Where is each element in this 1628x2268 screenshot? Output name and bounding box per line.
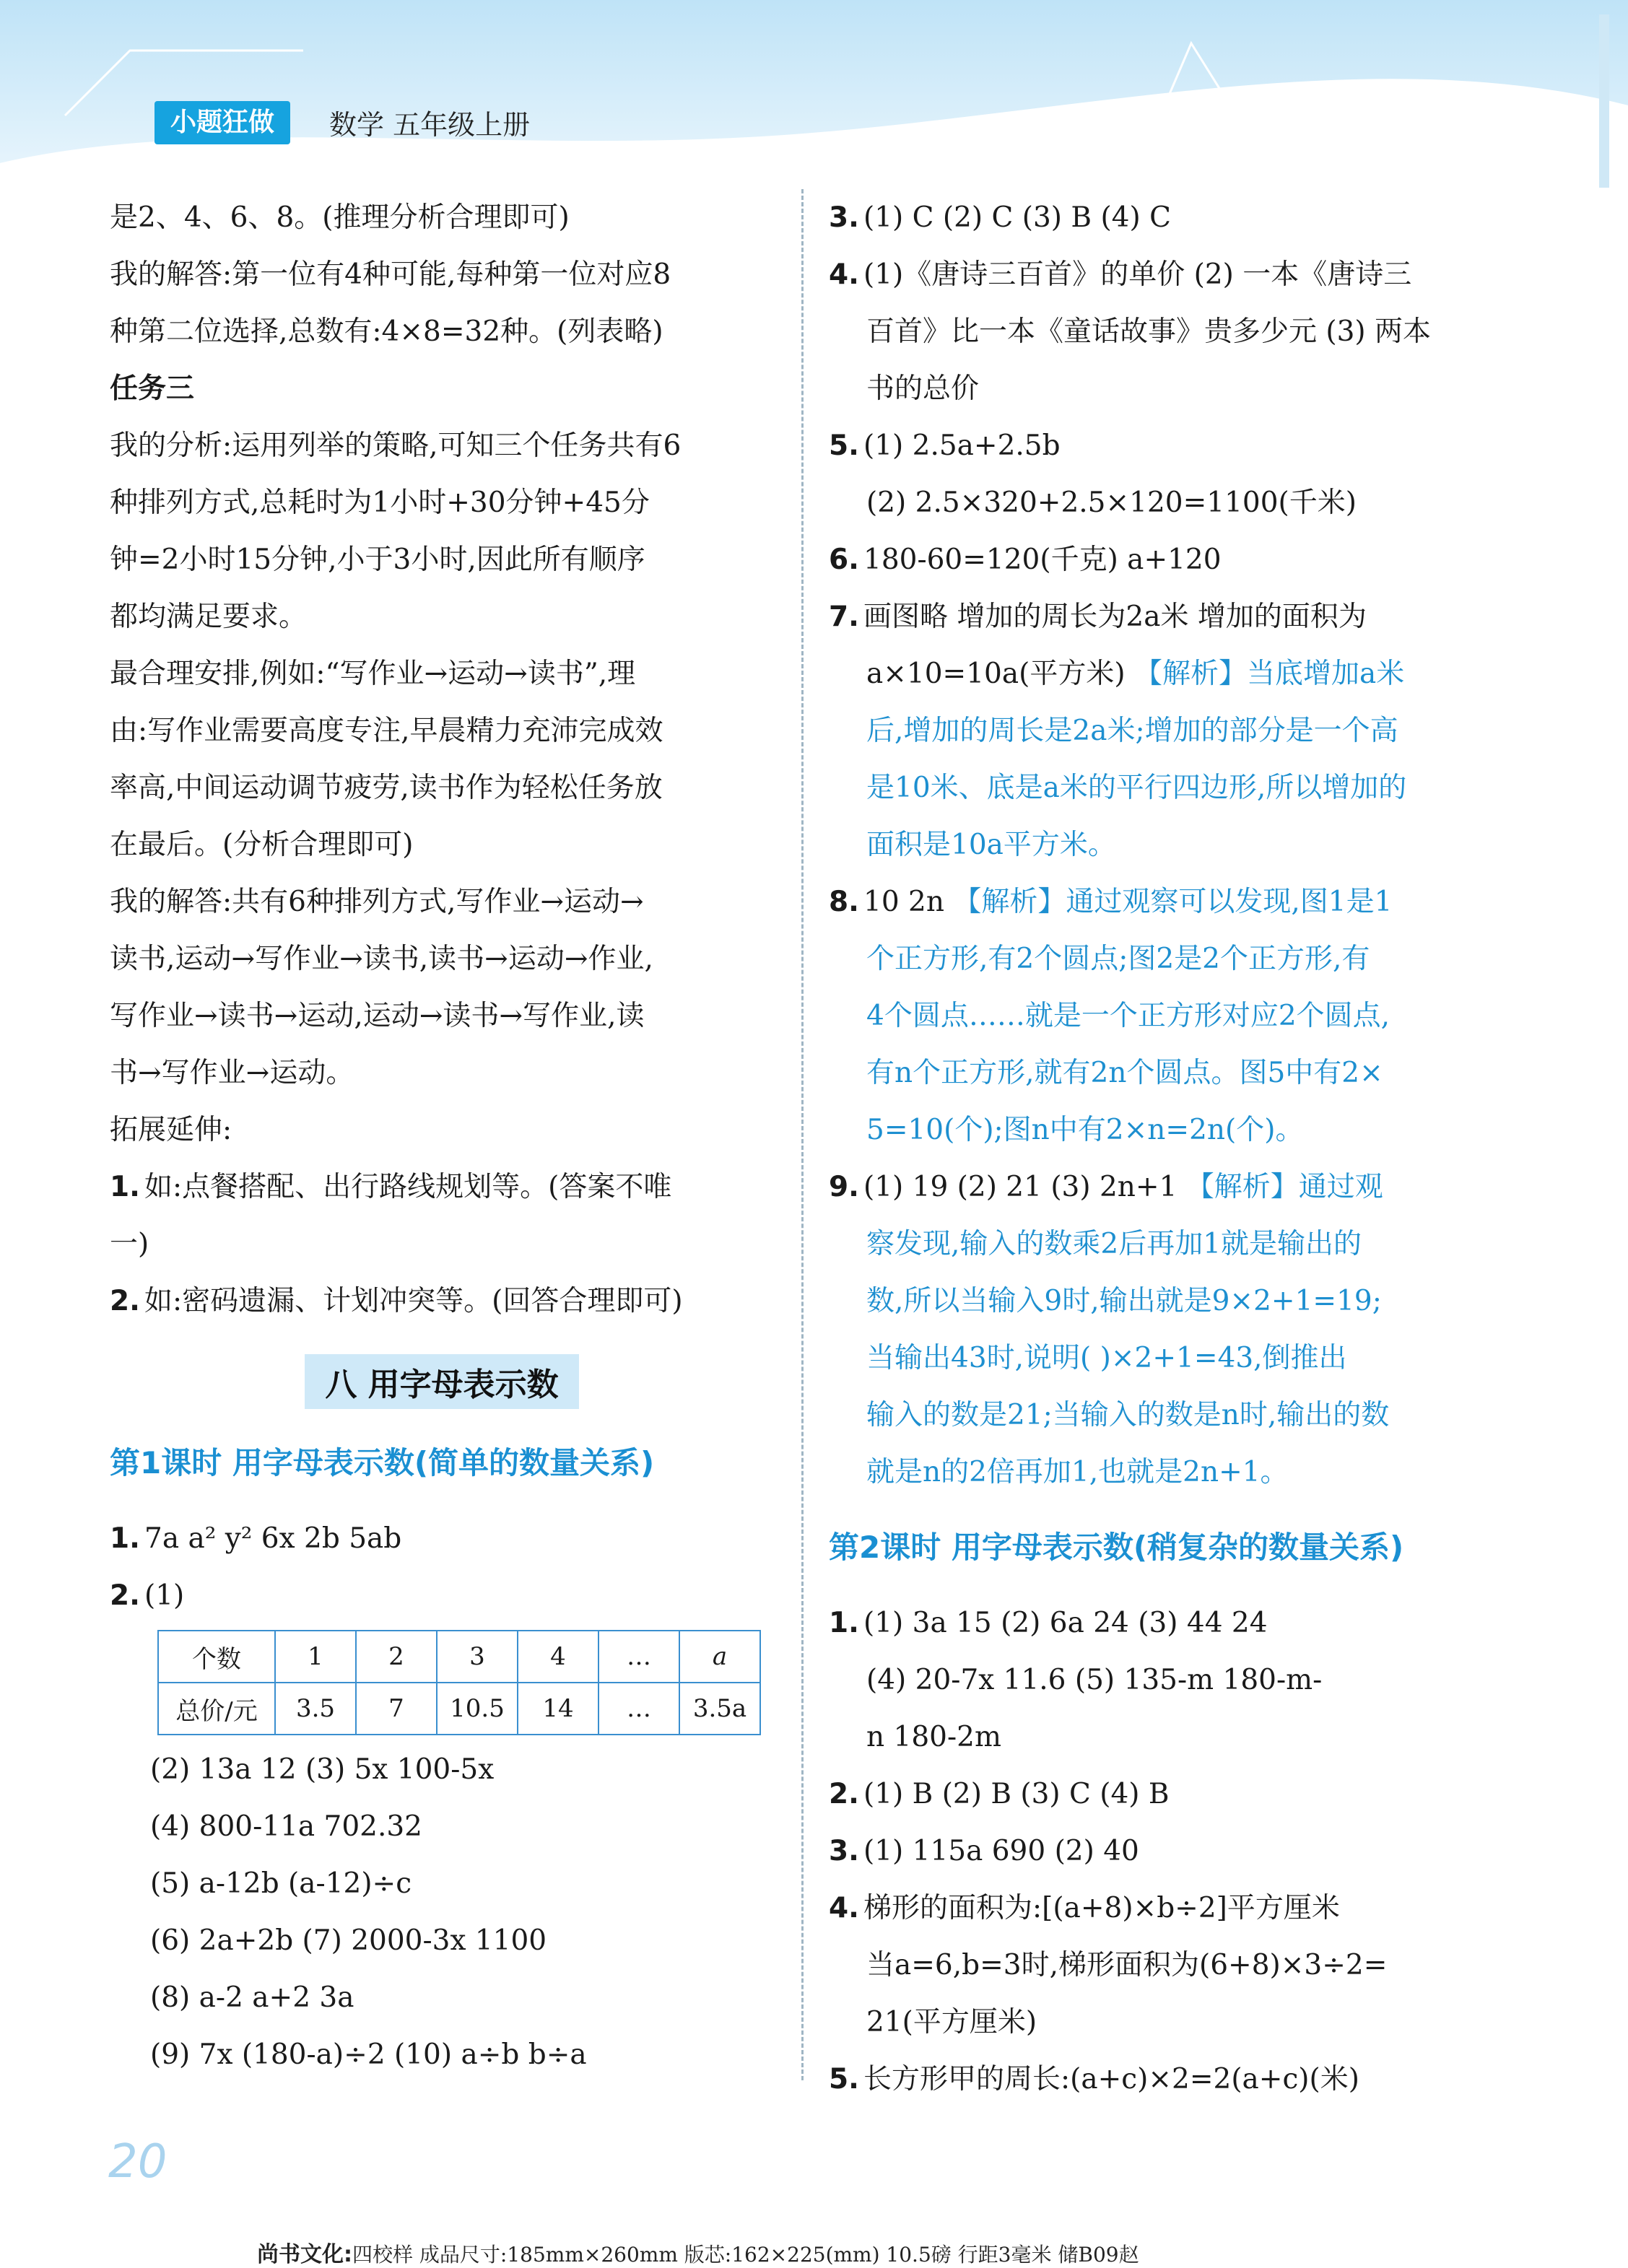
- text-line: (5) a-12b (a-12)÷c: [150, 1867, 412, 1900]
- answer-text: (1) 19 (2) 21 (3) 2n+1: [863, 1171, 1178, 1203]
- analysis-text: 【解析】通过观: [1177, 1171, 1383, 1203]
- item-number: 2.: [829, 1778, 859, 1810]
- task-heading: 任务三: [110, 372, 195, 405]
- analysis-text: 【解析】通过观察可以发现,图1是1: [944, 886, 1393, 918]
- left-column: [110, 189, 774, 2083]
- text-line: (4) 800-11a 702.32: [150, 1810, 422, 1843]
- text-line: 书的总价: [866, 372, 980, 405]
- footer-company: 尚书文化:: [257, 2242, 352, 2267]
- question-6: [829, 531, 1493, 588]
- question-5: [829, 417, 1493, 474]
- text-line: 最合理安排,例如:“写作业→运动→读书”,理: [110, 658, 636, 690]
- item-text: 如:密码遗漏、计划冲突等。(回答合理即可): [144, 1285, 683, 1317]
- text-line: 写作业→读书→运动,运动→读书→写作业,读: [110, 1000, 645, 1032]
- text-line: (2) 2.5×320+2.5×120=1100(千米): [866, 487, 1357, 519]
- item-number: 6.: [829, 544, 859, 576]
- text-line: (2) 13a 12 (3) 5x 100-5x: [150, 1753, 495, 1786]
- item-text: (1) 115a 690 (2) 40: [863, 1835, 1139, 1867]
- table-cell: 总价/元: [158, 1683, 275, 1735]
- text-line: 在最后。(分析合理即可): [110, 829, 414, 861]
- table-cell: 4: [518, 1631, 598, 1683]
- lesson-2-title: 第2课时 用字母表示数(稍复杂的数量关系): [829, 1530, 1404, 1565]
- text-line: (9) 7x (180-a)÷2 (10) a÷b b÷a: [150, 2038, 587, 2071]
- answer-text: a×10=10a(平方米): [866, 658, 1126, 690]
- table-cell: 3.5a: [679, 1683, 760, 1735]
- analysis-line: 察发现,输入的数乘2后再加1就是输出的: [866, 1228, 1362, 1260]
- item-number: 1.: [110, 1522, 140, 1555]
- table-cell: 14: [518, 1683, 598, 1735]
- column-divider: [801, 189, 804, 2080]
- table-row: [158, 1631, 760, 1683]
- item-number: 4.: [829, 1892, 859, 1924]
- text-line: (4) 20-7x 11.6 (5) 135-m 180-m-: [866, 1664, 1323, 1696]
- text-line: 由:写作业需要高度专注,早晨精力充沛完成效: [110, 715, 663, 747]
- analysis-line: 5=10(个);图n中有2×n=2n(个)。: [866, 1114, 1304, 1146]
- table-cell: 10.5: [437, 1683, 518, 1735]
- item-number: 7.: [829, 601, 859, 633]
- analysis-line: 有n个正方形,就有2n个圆点。图5中有2×: [866, 1057, 1383, 1089]
- text-line: 当a=6,b=3时,梯形面积为(6+8)×3÷2=: [866, 1949, 1388, 1981]
- item-number: 1.: [829, 1607, 859, 1639]
- analysis-line: 输入的数是21;当输入的数是n时,输出的数: [866, 1399, 1390, 1431]
- right-column: [829, 189, 1493, 2108]
- text-line: 读书,运动→写作业→读书,读书→运动→作业,: [110, 943, 653, 975]
- subject-title: 数学 五年级上册: [329, 109, 531, 141]
- text-line: 率高,中间运动调节疲劳,读书作为轻松任务放: [110, 772, 663, 804]
- extension-item-1: [110, 1159, 774, 1216]
- table-cell: a: [679, 1631, 760, 1683]
- item-text: (1) 2.5a+2.5b: [863, 429, 1061, 462]
- item-text: (1) C (2) C (3) B (4) C: [863, 201, 1171, 234]
- lesson2-question-4: [829, 1880, 1493, 1937]
- analysis-line: 是10米、底是a米的平行四边形,所以增加的: [866, 772, 1407, 804]
- item-text: 如:点餐搭配、出行路线规划等。(答案不唯: [144, 1171, 672, 1203]
- item-text: (1)《唐诗三百首》的单价 (2) 一本《唐诗三: [863, 258, 1412, 291]
- item-number: 5.: [829, 2063, 859, 2095]
- analysis-line: 数,所以当输入9时,输出就是9×2+1=19;: [866, 1285, 1382, 1317]
- extension-item-2: [110, 1273, 774, 1330]
- chapter-title: 八 用字母表示数: [305, 1354, 578, 1409]
- text-line: 书→写作业→运动。: [110, 1057, 354, 1089]
- question-8: [829, 873, 1493, 930]
- item-number: 9.: [829, 1171, 859, 1203]
- text-line: 都均满足要求。: [110, 601, 308, 633]
- text-line: 钟=2小时15分钟,小于3小时,因此所有顺序: [110, 544, 645, 576]
- table-cell: 个数: [158, 1631, 275, 1683]
- lesson2-question-5: [829, 2051, 1493, 2108]
- item-text: (1) 3a 15 (2) 6a 24 (3) 44 24: [863, 1607, 1268, 1639]
- footer-specs: 四校样 成品尺寸:185mm×260mm 版芯:162×225(mm) 10.5磅 行距3毫米 储B09赵: [352, 2243, 1139, 2267]
- table-cell: 7: [356, 1683, 437, 1735]
- text-line: 种排列方式,总耗时为1小时+30分钟+45分: [110, 487, 650, 519]
- item-text: (1): [144, 1579, 185, 1612]
- item-text: 梯形的面积为:[(a+8)×b÷2]平方厘米: [863, 1892, 1340, 1924]
- text-line: 一): [110, 1228, 149, 1260]
- item-number: 2.: [110, 1579, 140, 1612]
- item-number: 1.: [110, 1171, 140, 1203]
- table-cell: …: [598, 1683, 679, 1735]
- header-wave-banner: [0, 0, 1628, 188]
- text-line: 我的解答:第一位有4种可能,每种第一位对应8: [110, 258, 671, 291]
- question-1: [110, 1510, 774, 1567]
- text-line: 是2、4、6、8。(推理分析合理即可): [110, 201, 570, 234]
- question-9: [829, 1159, 1493, 1216]
- table-cell: 1: [275, 1631, 356, 1683]
- print-footer: [257, 2236, 1139, 2268]
- item-text: 长方形甲的周长:(a+c)×2=2(a+c)(米): [863, 2063, 1359, 2095]
- item-number: 2.: [110, 1285, 140, 1317]
- lesson2-question-2: [829, 1766, 1493, 1823]
- analysis-line: 后,增加的周长是2a米;增加的部分是一个高: [866, 715, 1398, 747]
- text-line: 百首》比一本《童话故事》贵多少元 (3) 两本: [866, 315, 1432, 348]
- table-cell: …: [598, 1631, 679, 1683]
- item-text: 180-60=120(千克) a+120: [863, 544, 1222, 576]
- table-cell: 3.5: [275, 1683, 356, 1735]
- text-line: 拓展延伸:: [110, 1114, 232, 1146]
- item-text: 7a a² y² 6x 2b 5ab: [144, 1522, 402, 1555]
- price-table: [157, 1630, 761, 1735]
- analysis-line: 当输出43时,说明( )×2+1=43,倒推出: [866, 1342, 1347, 1374]
- page-number: 20: [108, 2135, 167, 2189]
- table-row: [158, 1683, 760, 1735]
- item-text: 画图略 增加的周长为2a米 增加的面积为: [863, 601, 1367, 633]
- lesson-1-title: 第1课时 用字母表示数(简单的数量关系): [110, 1445, 655, 1480]
- item-number: 3.: [829, 1835, 859, 1867]
- table-cell: 3: [437, 1631, 518, 1683]
- item-number: 8.: [829, 886, 859, 918]
- question-4: [829, 246, 1493, 303]
- text-line: 种第二位选择,总数有:4×8=32种。(列表略): [110, 315, 663, 348]
- text-line: (6) 2a+2b (7) 2000-3x 1100: [150, 1924, 547, 1957]
- text-line: 我的分析:运用列举的策略,可知三个任务共有6: [110, 429, 682, 462]
- lesson2-question-1: [829, 1595, 1493, 1652]
- analysis-line: 面积是10a平方米。: [866, 829, 1116, 861]
- answer-text: 10 2n: [863, 886, 944, 918]
- text-line: n 180-2m: [866, 1721, 1001, 1753]
- table-cell: 2: [356, 1631, 437, 1683]
- text-line: 我的解答:共有6种排列方式,写作业→运动→: [110, 886, 644, 918]
- analysis-text: 【解析】当底增加a米: [1125, 658, 1405, 690]
- text-line: (8) a-2 a+2 3a: [150, 1981, 354, 2014]
- item-number: 5.: [829, 429, 859, 462]
- question-2: [110, 1567, 774, 1624]
- brand-badge: 小题狂做: [154, 101, 290, 144]
- lesson2-question-3: [829, 1823, 1493, 1880]
- question-3: [829, 189, 1493, 246]
- item-text: (1) B (2) B (3) C (4) B: [863, 1778, 1170, 1810]
- chapter-heading-box: [110, 1330, 774, 1416]
- question-7: [829, 588, 1493, 645]
- item-number: 4.: [829, 258, 859, 291]
- analysis-line: 个正方形,有2个圆点;图2是2个正方形,有: [866, 943, 1370, 975]
- analysis-line: 就是n的2倍再加1,也就是2n+1。: [866, 1456, 1289, 1488]
- text-line: 21(平方厘米): [866, 2006, 1037, 2038]
- analysis-line: 4个圆点……就是一个正方形对应2个圆点,: [866, 1000, 1390, 1032]
- item-number: 3.: [829, 201, 859, 234]
- text-line: [829, 645, 1493, 702]
